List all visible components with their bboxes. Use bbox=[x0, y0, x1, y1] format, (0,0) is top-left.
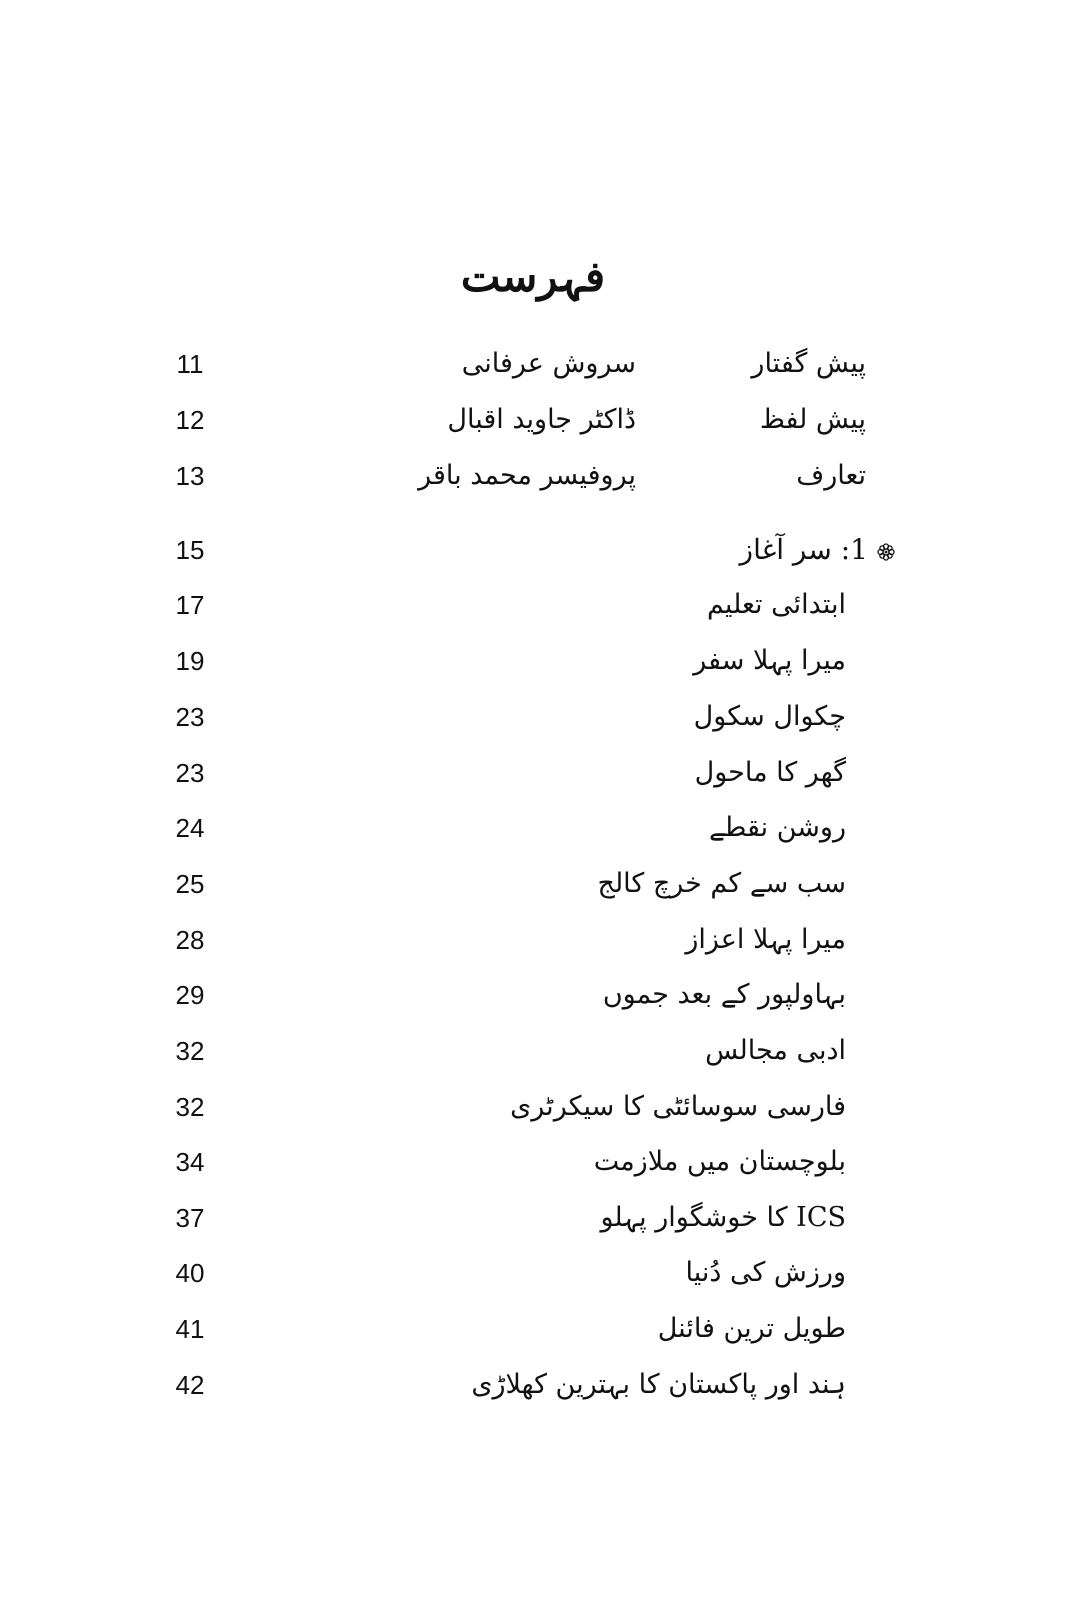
entry-title: میرا پہلا اعزاز bbox=[685, 924, 846, 955]
flower-ornament-icon bbox=[876, 542, 896, 562]
page-number: 17 bbox=[175, 590, 205, 620]
entry-title: ورزش کی دُنیا bbox=[685, 1257, 846, 1288]
page-number: 19 bbox=[175, 646, 205, 676]
toc-row bbox=[0, 1026, 1066, 1076]
toc-row-chapter bbox=[0, 525, 1066, 575]
page-number: 32 bbox=[175, 1092, 205, 1122]
page-number: 40 bbox=[175, 1258, 205, 1288]
toc-row-front-matter bbox=[0, 339, 1066, 389]
entry-title: میرا پہلا سفر bbox=[693, 645, 846, 676]
entry-title: تعارف bbox=[796, 460, 866, 491]
entry-title: پیش لفظ bbox=[759, 404, 866, 435]
entry-title: پیش گفتار bbox=[751, 348, 866, 379]
page-number: 25 bbox=[175, 869, 205, 899]
toc-row-front-matter bbox=[0, 395, 1066, 445]
toc-row bbox=[0, 636, 1066, 686]
page-number: 32 bbox=[175, 1036, 205, 1066]
page-number: 13 bbox=[175, 461, 205, 491]
page-number: 24 bbox=[175, 813, 205, 843]
entry-title: بلوچستان میں ملازمت bbox=[593, 1146, 846, 1177]
entry-title: ادبی مجالس bbox=[705, 1035, 846, 1066]
toc-row-front-matter bbox=[0, 451, 1066, 501]
entry-author: پروفیسر محمد باقر bbox=[418, 460, 636, 491]
toc-row bbox=[0, 1304, 1066, 1354]
toc-row bbox=[0, 580, 1066, 630]
toc-row bbox=[0, 1082, 1066, 1132]
entry-title: روشن نقطے bbox=[709, 812, 846, 843]
entry-title: چکوال سکول bbox=[693, 701, 846, 732]
toc-row bbox=[0, 748, 1066, 798]
page-number: 11 bbox=[176, 349, 204, 379]
page-number: 28 bbox=[175, 925, 205, 955]
entry-title: بہاولپور کے بعد جموں bbox=[602, 979, 846, 1010]
entry-title: ابتدائی تعلیم bbox=[706, 589, 846, 620]
entry-author: ڈاکٹر جاوید اقبال bbox=[447, 404, 636, 435]
page-number: 15 bbox=[175, 535, 205, 565]
toc-row bbox=[0, 970, 1066, 1020]
page-number: 29 bbox=[175, 980, 205, 1010]
chapter-title: 1: سر آغاز bbox=[739, 533, 868, 566]
page-number: 23 bbox=[175, 702, 205, 732]
toc-row bbox=[0, 915, 1066, 965]
entry-author: سروش عرفانی bbox=[461, 348, 636, 379]
toc-row bbox=[0, 1137, 1066, 1187]
toc-row bbox=[0, 692, 1066, 742]
chapter-heading bbox=[740, 525, 896, 575]
page-number: 37 bbox=[175, 1203, 205, 1233]
entry-title: طویل ترین فائنل bbox=[657, 1313, 846, 1344]
page-number: 34 bbox=[175, 1147, 205, 1177]
toc-row bbox=[0, 1360, 1066, 1410]
toc-row bbox=[0, 1193, 1066, 1243]
entry-title: ہند اور پاکستان کا بہترین کھلاڑی bbox=[471, 1369, 846, 1400]
page-title: فہرست bbox=[460, 252, 606, 301]
toc-row bbox=[0, 859, 1066, 909]
entry-title: فارسی سوسائٹی کا سیکرٹری bbox=[510, 1091, 846, 1122]
entry-title: سب سے کم خرچ کالج bbox=[597, 868, 846, 899]
page-number: 41 bbox=[175, 1314, 205, 1344]
toc-row bbox=[0, 1248, 1066, 1298]
entry-title: گھر کا ماحول bbox=[694, 757, 846, 788]
page-number: 42 bbox=[175, 1370, 205, 1400]
page-number: 23 bbox=[175, 758, 205, 788]
toc-row bbox=[0, 803, 1066, 853]
entry-title: ICS کا خوشگوار پہلو bbox=[600, 1202, 846, 1233]
page-number: 12 bbox=[175, 405, 205, 435]
